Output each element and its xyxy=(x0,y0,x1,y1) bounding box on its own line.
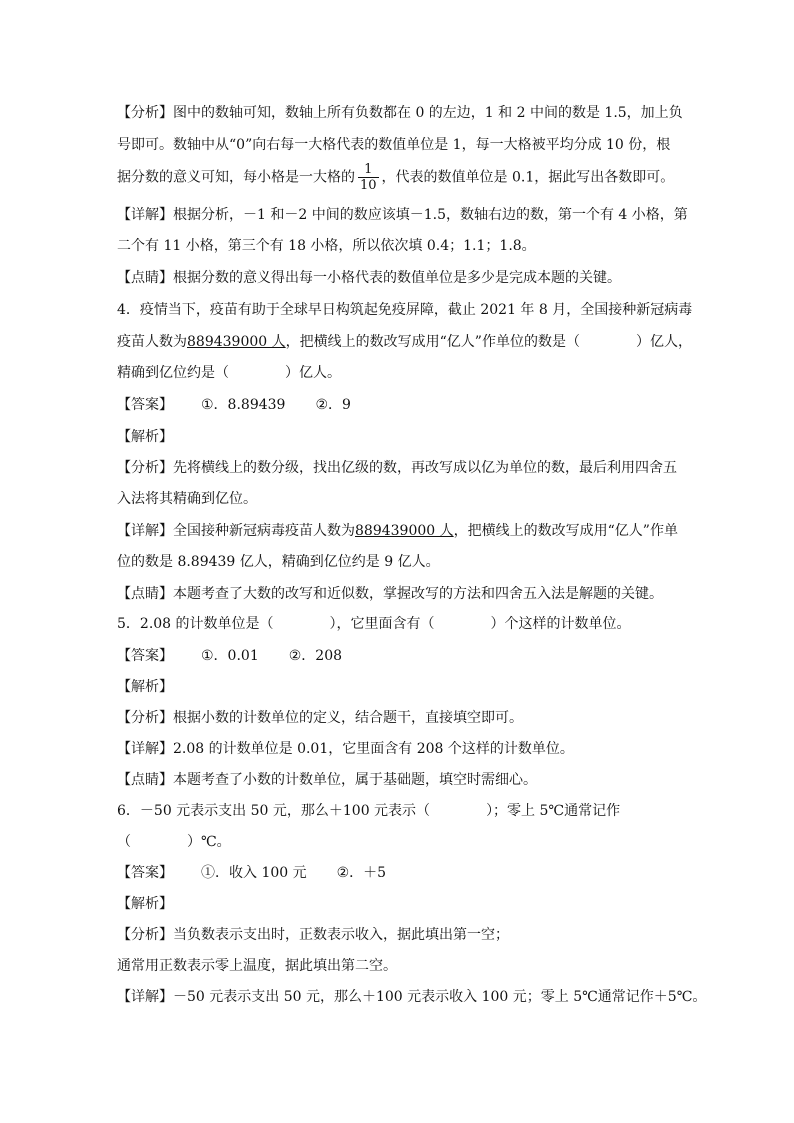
detail-text: 2.08 的计数单位是 0.01，它里面含有 208 个这样的计数单位。 xyxy=(173,741,574,757)
q6-analysis-line-2 xyxy=(117,957,397,975)
jiexi-tag: 【解析】 xyxy=(117,429,173,445)
q4-question-line-3 xyxy=(117,364,341,382)
comment-tag: 【点睛】 xyxy=(117,772,173,788)
answer-2: ②．＋5 xyxy=(336,865,387,881)
answer-1: ①．0.01 xyxy=(201,648,259,664)
q5-answer-line xyxy=(117,647,342,665)
question-text: ）亿人， xyxy=(635,334,692,350)
q3-comment-line xyxy=(117,269,621,287)
fraction-denominator: 10 xyxy=(360,178,377,193)
q4-analysis-line-2 xyxy=(117,490,257,508)
q6-jiexi-line xyxy=(117,895,173,913)
question-text: ）亿人。 xyxy=(285,365,341,381)
q5-comment-line xyxy=(117,771,537,789)
question-text: ），它里面含有（ xyxy=(329,616,435,632)
detail-text: ，把横线上的数改写成用“亿人”作单 xyxy=(453,523,678,539)
q4-comment-line xyxy=(117,585,663,603)
q6-detail-line xyxy=(117,988,706,1006)
underlined-number: 889439000 人 xyxy=(187,334,286,350)
q3-analysis-line-3 xyxy=(117,162,674,193)
q3-detail-line-1 xyxy=(117,206,688,224)
question-text: （ xyxy=(117,834,131,850)
detail-text: 二个有 11 小格，第三个有 18 小格，所以依次填 0.4；1.1；1.8。 xyxy=(117,238,536,254)
comment-tag: 【点睛】 xyxy=(117,586,173,602)
detail-text: 位的数是 8.89439 亿人，精确到亿位约是 9 亿人。 xyxy=(117,554,440,570)
fraction-numerator: 1 xyxy=(364,162,373,177)
analysis-text: 号即可。数轴中从“0”向右每一大格代表的数值单位是 1，每一大格被平均分成 10 份，根 xyxy=(117,137,671,153)
q5-detail-line xyxy=(117,740,574,758)
q4-answer-line xyxy=(117,396,351,414)
question-text: ）℃。 xyxy=(187,834,231,850)
question-text: ，把横线上的数改写成用“亿人”作单位的数是（ xyxy=(285,334,580,350)
question-text: 5．2.08 的计数单位是（ xyxy=(117,616,274,632)
q4-question-line-2 xyxy=(117,333,692,351)
comment-text: 本题考查了大数的改写和近似数，掌握改写的方法和四舍五入法是解题的关键。 xyxy=(173,586,663,602)
detail-tag: 【详解】 xyxy=(117,523,173,539)
analysis-text: 先将横线上的数分级，找出亿级的数，再改写成以亿为单位的数，最后利用四舍五 xyxy=(173,460,677,476)
analysis-text: 图中的数轴可知，数轴上所有负数都在 0 的左边，1 和 2 中间的数是 1.5，加上负 xyxy=(173,105,683,121)
answer-2: ②．208 xyxy=(288,648,343,664)
q4-question-line-1 xyxy=(117,301,692,319)
question-text: 疫苗人数为 xyxy=(117,334,187,350)
q4-detail-line-1 xyxy=(117,522,678,540)
analysis-tag: 【分析】 xyxy=(117,460,173,476)
q3-analysis-line-1 xyxy=(117,104,683,122)
q6-answer-line xyxy=(117,864,386,882)
comment-tag: 【点睛】 xyxy=(117,270,173,286)
detail-tag: 【详解】 xyxy=(117,989,173,1005)
q4-detail-line-2 xyxy=(117,553,440,571)
detail-tag: 【详解】 xyxy=(117,207,173,223)
answer-1: ①．收入 100 元 xyxy=(201,865,307,881)
answer-tag: 【答案】 xyxy=(117,865,173,881)
answer-tag: 【答案】 xyxy=(117,397,173,413)
answer-1: ①．8.89439 xyxy=(201,397,286,413)
question-text: 4．疫情当下，疫苗有助于全球早日构筑起免疫屏障，截止 2021 年 8 月，全国接种新冠病毒 xyxy=(117,302,693,318)
analysis-text: 通常用正数表示零上温度，据此填出第二空。 xyxy=(117,958,397,974)
comment-text: 本题考查了小数的计数单位，属于基础题，填空时需细心。 xyxy=(173,772,537,788)
detail-text: －50 元表示支出 50 元，那么＋100 元表示收入 100 元；零上 5℃通常记作＋5℃。 xyxy=(173,989,707,1005)
analysis-text: 据分数的意义可知，每小格是一大格的 xyxy=(117,169,355,186)
question-text: ）；零上 5℃通常记作 xyxy=(486,803,621,819)
analysis-text: 当负数表示支出时，正数表示收入，据此填出第一空； xyxy=(173,927,509,943)
q5-question-line xyxy=(117,615,631,633)
underlined-number: 889439000 人 xyxy=(355,523,454,539)
question-text: 精确到亿位约是（ xyxy=(117,365,229,381)
detail-text: 根据分析，－1 和－2 中间的数应该填－1.5，数轴右边的数，第一个有 4 小格，第 xyxy=(173,207,688,223)
analysis-tag: 【分析】 xyxy=(117,710,173,726)
q4-jiexi-line xyxy=(117,428,173,446)
answer-tag: 【答案】 xyxy=(117,648,173,664)
q3-detail-line-2 xyxy=(117,237,536,255)
analysis-tag: 【分析】 xyxy=(117,927,173,943)
q3-analysis-line-2 xyxy=(117,136,670,154)
jiexi-tag: 【解析】 xyxy=(117,679,173,695)
q4-analysis-line-1 xyxy=(117,459,677,477)
q5-analysis-line xyxy=(117,709,523,727)
q6-question-line-2 xyxy=(117,833,231,851)
question-text: 6．－50 元表示支出 50 元，那么＋100 元表示（ xyxy=(117,803,431,819)
fraction-one-tenth xyxy=(358,162,379,193)
q6-question-line-1 xyxy=(117,802,620,820)
detail-text: 全国接种新冠病毒疫苗人数为 xyxy=(173,523,355,539)
comment-text: 根据分数的意义得出每一小格代表的数值单位是多少是完成本题的关键。 xyxy=(173,270,621,286)
question-text: ）个这样的计数单位。 xyxy=(490,616,631,632)
analysis-tag: 【分析】 xyxy=(117,105,173,121)
detail-tag: 【详解】 xyxy=(117,741,173,757)
analysis-text: ，代表的数值单位是 0.1，据此写出各数即可。 xyxy=(381,169,675,186)
jiexi-tag: 【解析】 xyxy=(117,896,173,912)
q6-analysis-line-1 xyxy=(117,926,509,944)
answer-2: ②．9 xyxy=(315,397,351,413)
q5-jiexi-line xyxy=(117,678,173,696)
analysis-text: 根据小数的计数单位的定义，结合题干，直接填空即可。 xyxy=(173,710,523,726)
analysis-text: 入法将其精确到亿位。 xyxy=(117,491,257,507)
